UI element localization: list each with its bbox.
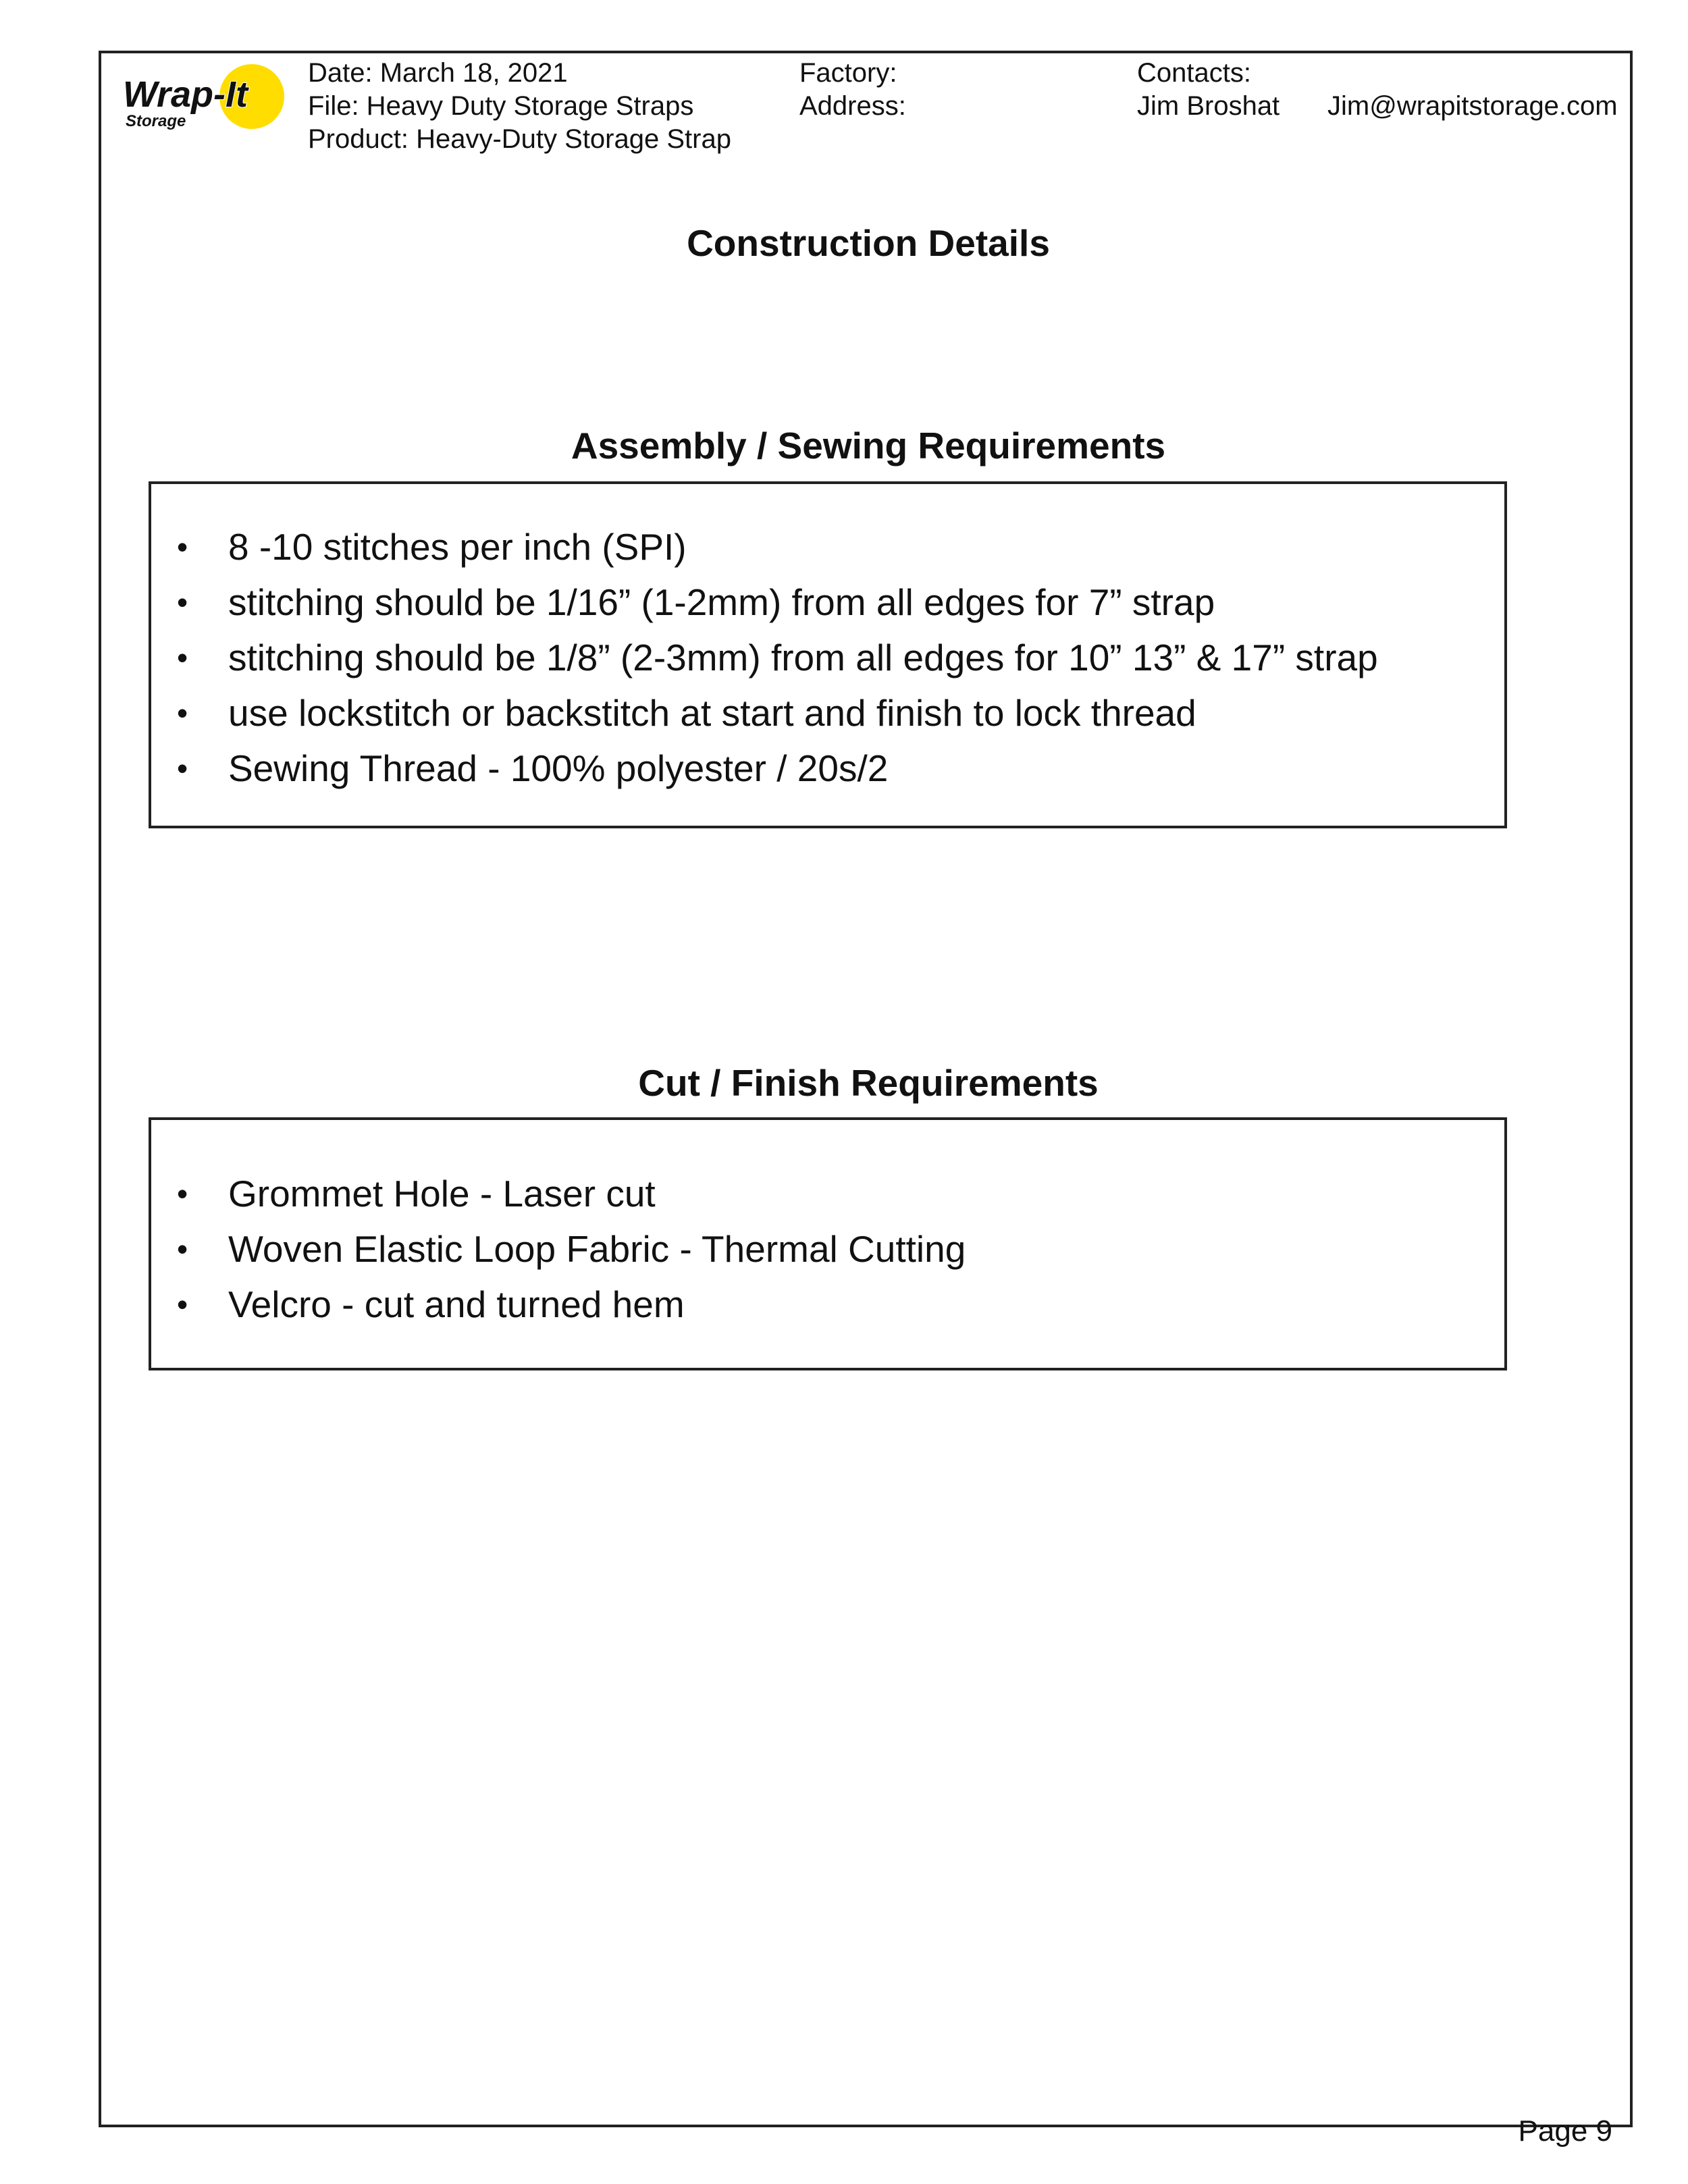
header-factory-info: [799, 57, 906, 123]
section-title-cut-finish: Cut / Finish Requirements: [638, 1062, 1099, 1104]
bullet: •: [177, 529, 188, 564]
list-item: [151, 1277, 1504, 1332]
header-product: Product: Heavy-Duty Storage Strap: [308, 124, 731, 154]
logo-subtitle-text: Storage: [126, 112, 186, 130]
bullet: •: [177, 1287, 188, 1322]
list-item-text: stitching should be 1/16” (1-2mm) from all edges for 7” strap: [228, 581, 1215, 623]
section-title-assembly: Assembly / Sewing Requirements: [571, 425, 1166, 467]
header-factory: Factory:: [799, 58, 897, 88]
list-item-text: 8 -10 stitches per inch (SPI): [228, 526, 687, 568]
section-box-assembly: [149, 481, 1507, 828]
cut-finish-list: [151, 1166, 1504, 1332]
section-box-cut-finish: [149, 1117, 1507, 1370]
list-item: [151, 519, 1504, 575]
logo-brand-text: Wrap-It: [123, 74, 248, 115]
list-item-text: Velcro - cut and turned hem: [228, 1283, 685, 1325]
list-item-text: Grommet Hole - Laser cut: [228, 1173, 656, 1215]
list-item: [151, 575, 1504, 630]
list-item: [151, 630, 1504, 685]
header-contact-email-wrap: [1327, 90, 1618, 123]
list-item-text: Woven Elastic Loop Fabric - Thermal Cutting: [228, 1228, 966, 1270]
header-contact-email: Jim@wrapitstorage.com: [1327, 91, 1618, 121]
list-item: [151, 685, 1504, 741]
bullet: •: [177, 640, 188, 675]
header-file: File: Heavy Duty Storage Straps: [308, 91, 694, 121]
list-item-text: use lockstitch or backstitch at start and finish to lock thread: [228, 692, 1196, 734]
list-item: [151, 1221, 1504, 1277]
bullet: •: [177, 585, 188, 620]
list-item: [151, 1166, 1504, 1221]
header-contacts: [1137, 57, 1280, 123]
list-item-text: Sewing Thread - 100% polyester / 20s/2: [228, 747, 889, 789]
page-title: Construction Details: [687, 222, 1050, 264]
header-date: Date: March 18, 2021: [308, 58, 568, 88]
bullet: •: [177, 695, 188, 730]
wrap-it-storage-logo: [119, 61, 288, 135]
bullet: •: [177, 1176, 188, 1211]
bullet: •: [177, 1231, 188, 1267]
assembly-list: [151, 519, 1504, 796]
list-item-text: stitching should be 1/8” (2-3mm) from all edges for 10” 13” & 17” strap: [228, 637, 1378, 678]
page-number: Page 9: [1518, 2114, 1612, 2148]
bullet: •: [177, 751, 188, 786]
header-address: Address:: [799, 91, 906, 121]
header-contacts-label: Contacts:: [1137, 58, 1251, 88]
header-document-info: [308, 57, 731, 156]
header-contact-name: Jim Broshat: [1137, 91, 1280, 121]
list-item: [151, 741, 1504, 796]
